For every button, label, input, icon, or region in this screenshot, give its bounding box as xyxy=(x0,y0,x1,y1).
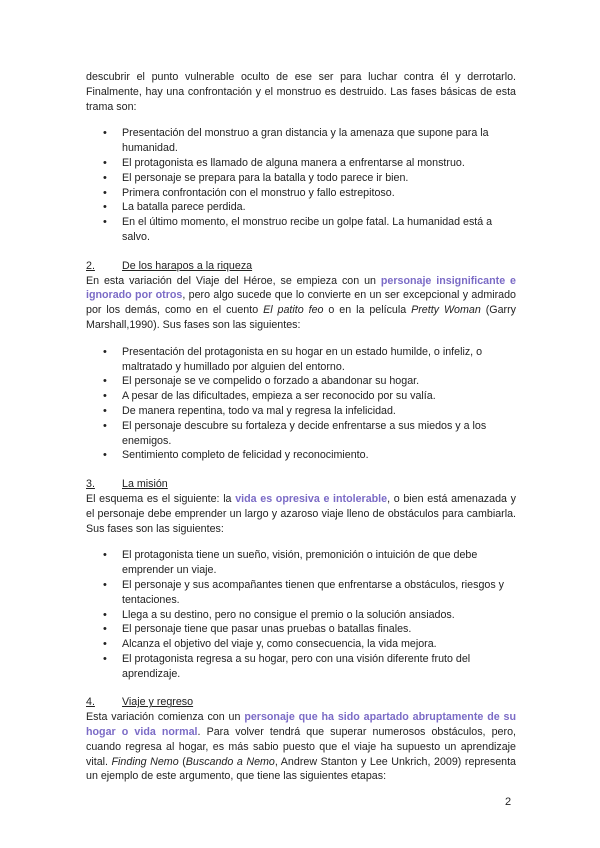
list-item: • El protagonista regresa a su hogar, pero con una visión diferente fruto del aprendizaje. xyxy=(86,652,516,682)
intro-paragraph: descubrir el punto vulnerable oculto de ese ser para luchar contra él y derrotarlo. Finalmente, hay una confrontación y el monstruo es destruido. Las fases básicas de esta trama son: xyxy=(86,71,516,113)
text-run: . Para volver tendrá que superar numerosos obstáculos, pero, cuando regresa al hogar, es más sabio puesto que el viaje ha supuesto un aprendizaje vital. xyxy=(86,726,516,768)
text-run: ( xyxy=(178,755,186,768)
list-item: • En el último momento, el monstruo recibe un golpe fatal. La humanidad está a salvo. xyxy=(86,215,516,245)
list-item: • Primera confrontación con el monstruo y fallo estrepitoso. xyxy=(86,186,516,201)
section-title: La misión xyxy=(122,478,168,491)
section-4-heading xyxy=(86,695,516,710)
text-run: Esta variación comienza con un xyxy=(86,711,245,724)
list-item: • El personaje se ve compelido o forzado a abandonar su hogar. xyxy=(86,374,516,389)
section-3-paragraph xyxy=(86,492,516,536)
list-item: • El personaje se prepara para la batalla y todo parece ir bien. xyxy=(86,171,516,186)
page-number: 2 xyxy=(505,796,512,808)
text-run: o en la película xyxy=(323,304,412,317)
highlight-text: vida es opresiva e intolerable xyxy=(235,492,388,505)
list-item: • El protagonista es llamado de alguna manera a enfrentarse al monstruo. xyxy=(86,156,516,171)
section-number: 3. xyxy=(86,478,95,491)
list-item: • A pesar de las dificultades, empieza a ser reconocido por su valía. xyxy=(86,389,516,404)
italic-title: Pretty Woman xyxy=(411,304,481,317)
text-run: (Garry Marshall,1990). Sus fases son las siguientes: xyxy=(86,304,516,331)
list-section-2 xyxy=(86,345,516,463)
text-run: En esta variación del Viaje del Héroe, se empieza con un xyxy=(86,274,381,287)
list-item: • La batalla parece perdida. xyxy=(86,200,516,215)
text-run: , o bien está amenazada y el personaje debe emprender un largo y azaroso viaje lleno de obstáculos para cambiarla. Sus fases son las siguientes: xyxy=(86,492,516,535)
highlight-text: personaje que ha sido apartado abruptamente de su hogar o vida normal xyxy=(86,711,516,739)
list-item: • Llega a su destino, pero no consigue el premio o la solución ansiados. xyxy=(86,608,516,623)
section-2-heading xyxy=(86,259,516,274)
list-item: • El personaje tiene que pasar unas pruebas o batallas finales. xyxy=(86,622,516,637)
section-3-heading xyxy=(86,477,516,492)
list-item: • Alcanza el objetivo del viaje y, como consecuencia, la vida mejora. xyxy=(86,637,516,652)
section-2-paragraph xyxy=(86,274,516,333)
text-run: El esquema es el siguiente: la xyxy=(86,492,236,505)
list-item: • Presentación del protagonista en su hogar en un estado humilde, o infeliz, o maltratado y humillado por alguien del entorno. xyxy=(86,345,516,375)
italic-title: Finding Nemo xyxy=(111,755,179,768)
highlight-text: personaje insignificante e ignorado por otros xyxy=(86,274,516,302)
italic-title: El patito feo xyxy=(263,304,324,317)
list-item: • El personaje descubre su fortaleza y decide enfrentarse a sus miedos y a los enemigos. xyxy=(86,419,516,449)
list-section-3 xyxy=(86,548,516,681)
list-item: • Presentación del monstruo a gran distancia y la amenaza que supone para la humanidad. xyxy=(86,126,516,156)
text-run: , Andrew Stanton y Lee Unkrich, 2009) representa un ejemplo de este argumento, que tiene las siguientes etapas: xyxy=(86,755,517,783)
page-content xyxy=(86,70,516,784)
list-item: • El protagonista tiene un sueño, visión, premonición o intuición de que debe emprender un viaje. xyxy=(86,548,516,578)
section-number: 4. xyxy=(86,696,95,709)
section-title: De los harapos a la riqueza xyxy=(122,259,253,272)
list-monster-phases xyxy=(86,126,516,244)
list-item: • De manera repentina, todo va mal y regresa la infelicidad. xyxy=(86,404,516,419)
text-run: , pero algo sucede que lo convierte en un ser excepcional y admirado por los demás, como en el cuento xyxy=(86,289,516,317)
italic-title: Buscando a Nemo xyxy=(185,755,275,768)
section-number: 2. xyxy=(86,259,95,272)
section-title: Viaje y regreso xyxy=(122,696,194,709)
list-item: • Sentimiento completo de felicidad y reconocimiento. xyxy=(86,448,516,463)
list-item: • El personaje y sus acompañantes tienen que enfrentarse a obstáculos, riesgos y tentaciones. xyxy=(86,578,516,608)
section-4-paragraph xyxy=(86,710,516,784)
